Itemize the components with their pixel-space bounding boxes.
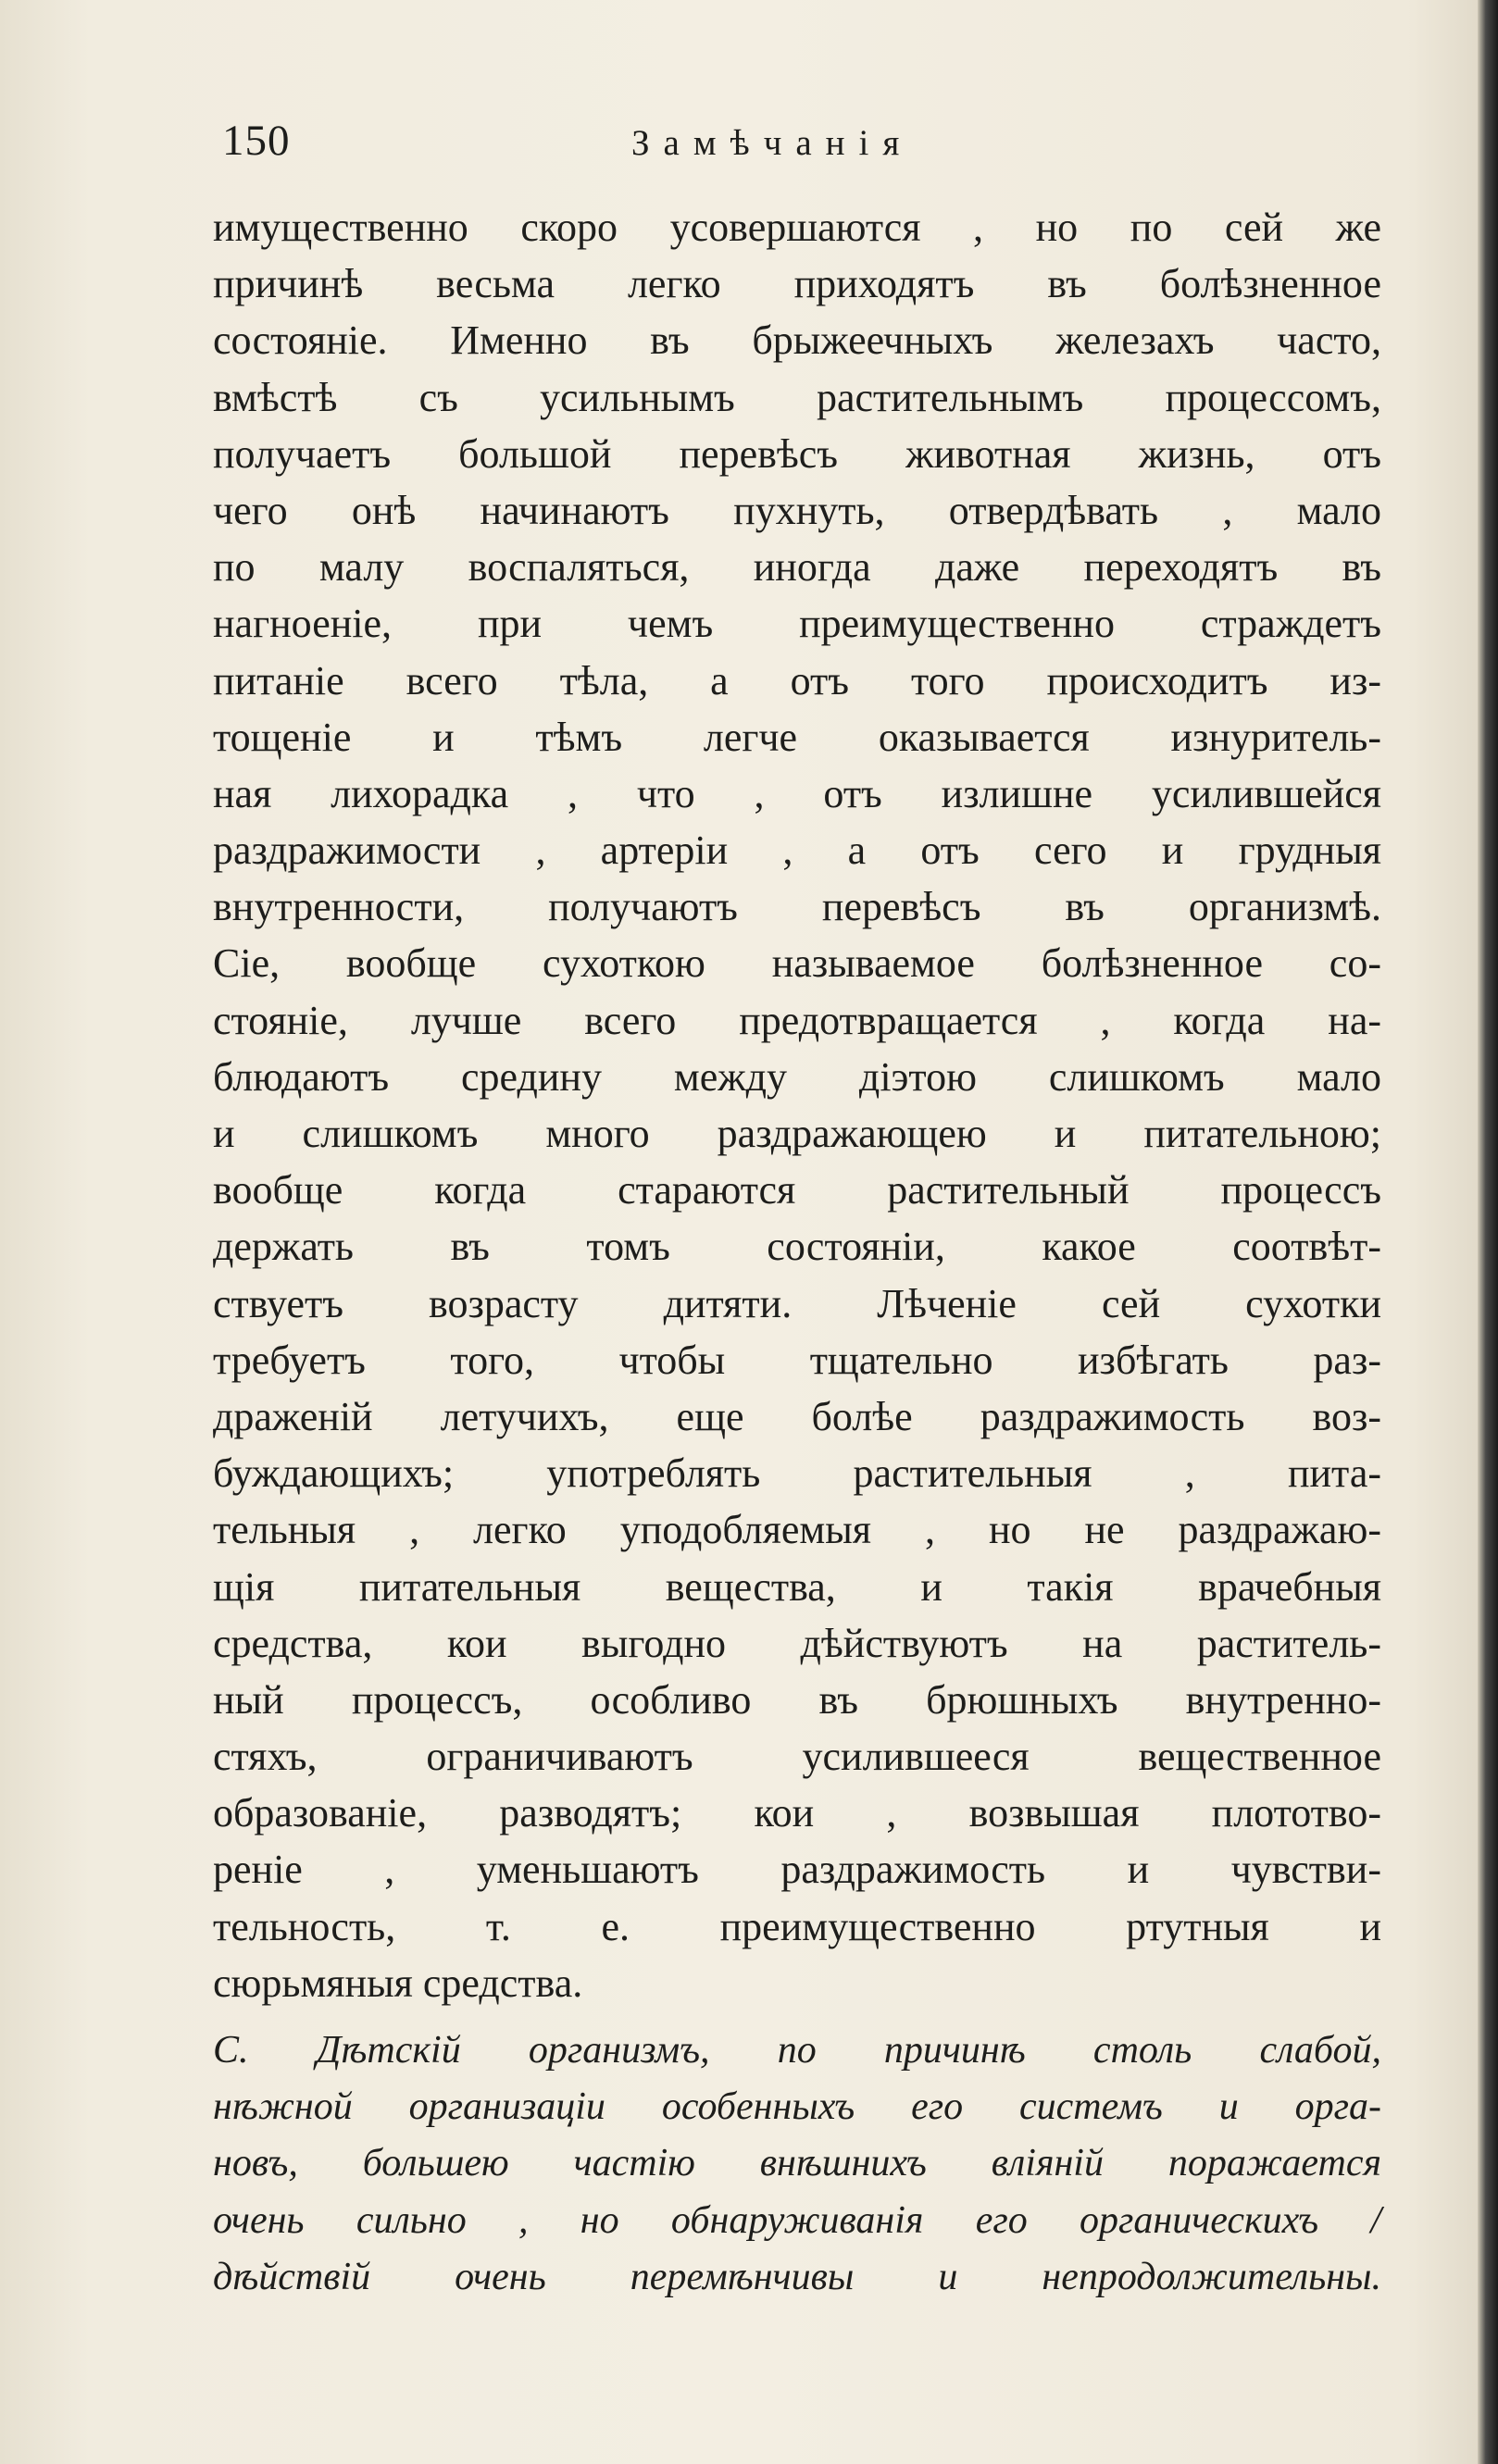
paragraph-gap	[213, 2011, 1381, 2022]
text-line: вообще когда стараются растительный процессъ	[213, 1167, 1381, 1213]
text-line: драженій летучихъ, еще болѣе раздражимость воз-	[213, 1393, 1381, 1439]
body-text	[213, 199, 1381, 2306]
italic-text-line: очень сильно , но обнаруживанія его органическихъ /	[213, 2198, 1381, 2242]
text-line: ный процессъ, особливо въ брюшныхъ внутренно-	[213, 1676, 1381, 1723]
italic-text-line: нѣжной организаціи особенныхъ его системъ и орга-	[213, 2085, 1381, 2129]
text-line: тельность, т. е. преимущественно ртутныя и	[213, 1903, 1381, 1949]
paragraph-section-c	[213, 2022, 1381, 2306]
text-line: раздражимости , артеріи , а отъ сего и грудныя	[213, 828, 1381, 874]
text-line: блюдаютъ средину между діэтою слишкомъ мало	[213, 1053, 1381, 1100]
text-line: ствуетъ возрасту дитяти. Лѣченіе сей сухотки	[213, 1280, 1381, 1326]
text-line: образованіе, разводятъ; кои , возвышая плототво-	[213, 1790, 1381, 1836]
text-line: сюрьмяныя средства.	[213, 1960, 583, 2006]
text-line: внутренности, получаютъ перевѣсъ въ организмѣ.	[213, 884, 1381, 930]
text-line: щія питательныя вещества, и такія врачебныя	[213, 1563, 1381, 1610]
text-line: тощеніе и тѣмъ легче оказывается изнуритель-	[213, 714, 1381, 760]
italic-text-line: новъ, большею частію внѣшнихъ вліяній поражается	[213, 2142, 1381, 2185]
text-line: ная лихорадка , что , отъ излишне усилившейся	[213, 770, 1381, 816]
text-line: средства, кои выгодно дѣйствуютъ на раститель-	[213, 1620, 1381, 1666]
text-line: состояніе. Именно въ брыжеечныхъ железахъ часто,	[213, 317, 1381, 364]
text-line: вмѣстѣ съ усильнымъ растительнымъ процессомъ,	[213, 374, 1381, 420]
text-line: питаніе всего тѣла, а отъ того происходитъ из-	[213, 657, 1381, 703]
text-line: тельныя , легко уподобляемыя , но не раздражаю-	[213, 1507, 1381, 1553]
text-line: получаетъ большой перевѣсъ животная жизнь, отъ	[213, 430, 1381, 477]
text-line: требуетъ того, чтобы тщательно избѣгать раз-	[213, 1337, 1381, 1383]
text-line: по малу воспаляться, иногда даже переходятъ въ	[213, 544, 1381, 591]
page-number: 150	[222, 117, 291, 165]
text-line: реніе , уменьшаютъ раздражимость и чувстви-	[213, 1847, 1381, 1893]
text-line: причинѣ весьма легко приходятъ въ болѣзненное	[213, 261, 1381, 307]
running-title: Замѣчанія	[631, 123, 914, 163]
text-line: имущественно скоро усовершаются , но по сей же	[213, 205, 1381, 250]
text-line: чего онѣ начинаютъ пухнуть, отвердѣвать , мало	[213, 487, 1381, 533]
paragraph-main	[213, 199, 1381, 2011]
text-line: стяхъ, ограничиваютъ усилившееся вещественное	[213, 1734, 1381, 1780]
italic-text-line: дѣйствій очень перемѣнчивы и непродолжительны.	[213, 2255, 1381, 2298]
text-line: держать въ томъ состояніи, какое соотвѣт-	[213, 1224, 1381, 1270]
italic-text-line: C. Дѣтскій организмъ, по причинѣ столь слабой,	[213, 2029, 1381, 2072]
text-line: стояніе, лучше всего предотвращается , когда на-	[213, 997, 1381, 1043]
text-line: нагноеніе, при чемъ преимущественно страждетъ	[213, 601, 1381, 647]
text-line: буждающихъ; употреблять растительныя , пита-	[213, 1450, 1381, 1497]
text-line: и слишкомъ много раздражающею и питательною;	[213, 1111, 1381, 1156]
text-line: Сіе, вообще сухоткою называемое болѣзненное со-	[213, 940, 1381, 987]
